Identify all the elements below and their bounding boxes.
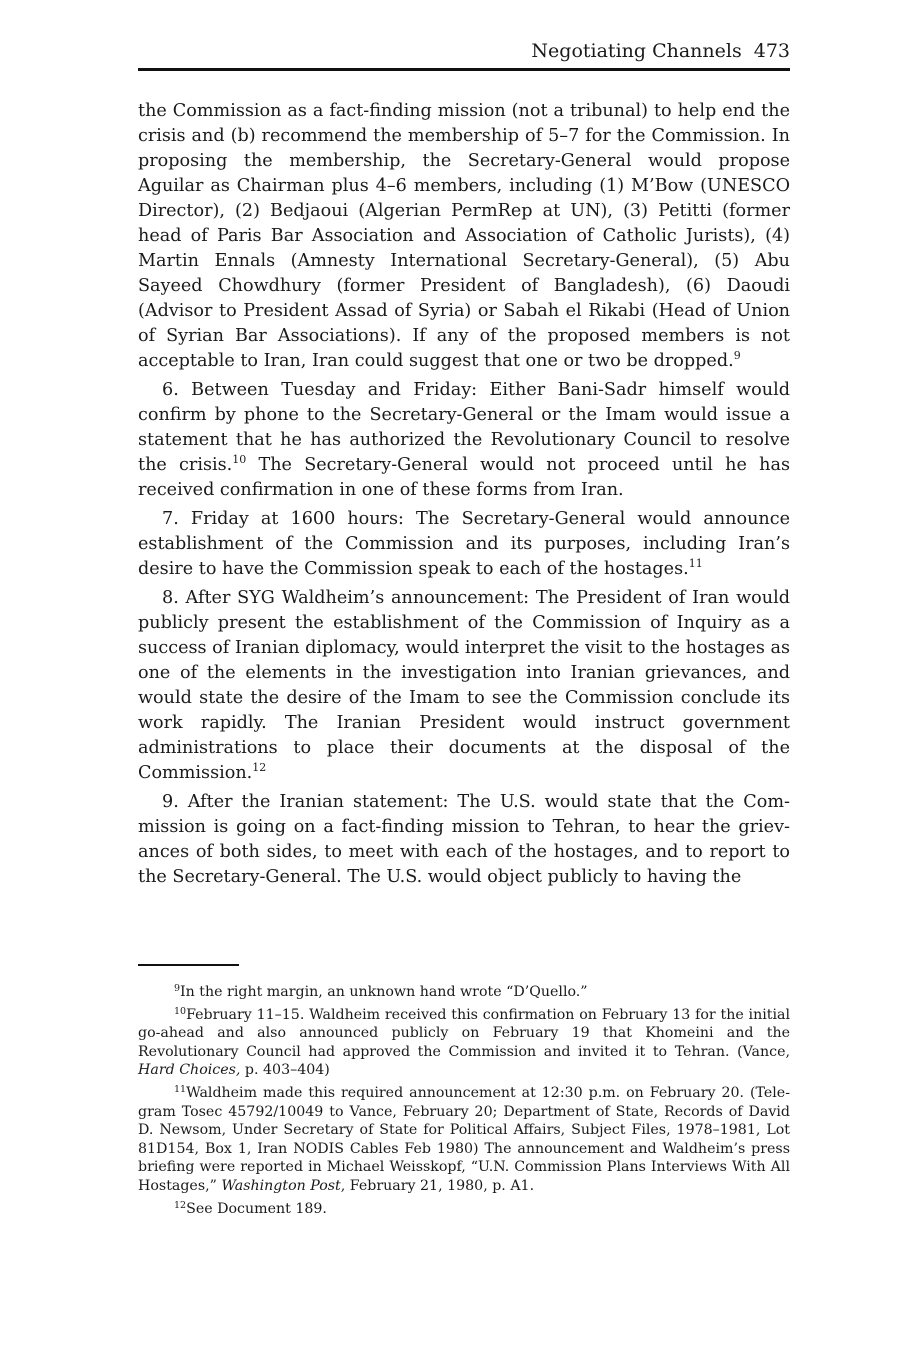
paragraph-item-6: 6. Between Tuesday and Friday: Either Bani-Sadr himself would confirm by phone to the Secretary-General or the Imam would issue a statement that he has authorized the Revolutionary Council to resolve the crisis.$^{10}$ The Secretary-General would not proceed until he has received confirmation in one of these forms from Iran. <box>138 380 790 500</box>
paragraph-continuation: the Commission as a fact-finding mission (not a tribunal) to help end the crisis and (b) recommend the membership of 5–7 for the Commission. In proposing the membership, the Secretary-General would propose Aguilar as Chairman plus 4–6 members, including (1) M’Bow (UNESCO Director), (2) Bedjaoui (Algerian PermRep at UN), (3) Petitti (former head of Paris Bar Association and Association of Catholic Jurists), (4) Martin Ennals (Amnesty International Secretary-General), (5) Abu Sayeed Chowdhury (former President of Bangladesh), (6) Daoudi (Advisor to President Assad of Syria) or Sabah el Rikabi (Head of Union of Syrian Bar Associations). If any of the proposed members is not acceptable to Iran, Iran could suggest that one or two be dropped.$^9$ <box>138 101 790 371</box>
footnote-9: $^9$In the right margin, an unknown hand wrote “D’Quello.” <box>174 983 588 1000</box>
footnote-number: 9 <box>174 983 181 994</box>
footnote-number: 10 <box>174 1005 187 1017</box>
footnote-ref-10[interactable]: 10 <box>232 453 247 466</box>
paragraph-item-9: 9. After the Iranian statement: The U.S. would state that the Commission is going on a fact-finding mission to Tehran, to hear the grievances of both sides, to meet with each of the hostages, and to report to the Secretary-General. The U.S. would object publicly to having the <box>138 792 790 887</box>
footnote-rule <box>138 964 239 966</box>
page-number: 473 <box>753 40 790 62</box>
footnotes <box>138 983 790 1222</box>
footnote-ref-12[interactable]: 12 <box>252 761 267 774</box>
paragraph-item-8: 8. After SYG Waldheim’s announcement: The President of Iran would publicly present the establishment of the Commission of Inquiry as a success of Iranian diplomacy, would interpret the visit to the hostages as one of the elements in the investigation into Iranian grievances, and would state the desire of the Imam to see the Commission conclude its work rapidly. The Iranian President would instruct government administrations to place their documents at the disposal of the Commission.$^{12}$ <box>138 588 790 783</box>
footnote-number: 11 <box>174 1083 187 1095</box>
body-text <box>138 99 790 894</box>
paragraph-item-7: 7. Friday at 1600 hours: The Secretary-General would announce establishment of the Commission and its purposes, including Iran’s desire to have the Commission speak to each of the hostages.$^{11}$ <box>138 509 790 579</box>
footnote-12: $^{12}$See Document 189. <box>174 1199 327 1217</box>
book-title: Hard Choices, <box>138 1062 241 1079</box>
footnote-10: $^{10}$February 11–15. Waldheim received this confirmation on February 13 for the initial go-ahead and also announced publicly on February 19 that Khomeini and the Revolutionary Council had approved the Commission and invited it to Tehran. (Vance, Hard Choices, p. 403–404) <box>138 1005 790 1079</box>
running-head <box>138 36 790 66</box>
footnote-number: 12 <box>174 1199 187 1211</box>
footnote-11: $^{11}$Waldheim made this required announcement at 12:30 p.m. on February 20. (Telegram Tosec 45792/10049 to Vance, February 20; Department of State, Records of David D. Newsom, Under Secretary of State for Political Affairs, Subject Files, 1978–1981, Lot 81D154, Box 1, Iran NODIS Cables Feb 1980) The announcement and Waldheim’s press briefing were reported in Michael Weisskopf, “U.N. Commission Plans Interviews With All Hostages,” Washington Post, February 21, 1980, p. A1. <box>138 1083 790 1194</box>
footnote-ref-11[interactable]: 11 <box>688 557 703 570</box>
footnote-ref-9[interactable]: 9 <box>733 349 741 362</box>
header-rule <box>138 68 790 71</box>
newspaper-title: Washington Post <box>221 1177 341 1194</box>
running-title: Negotiating Channels <box>531 40 742 62</box>
